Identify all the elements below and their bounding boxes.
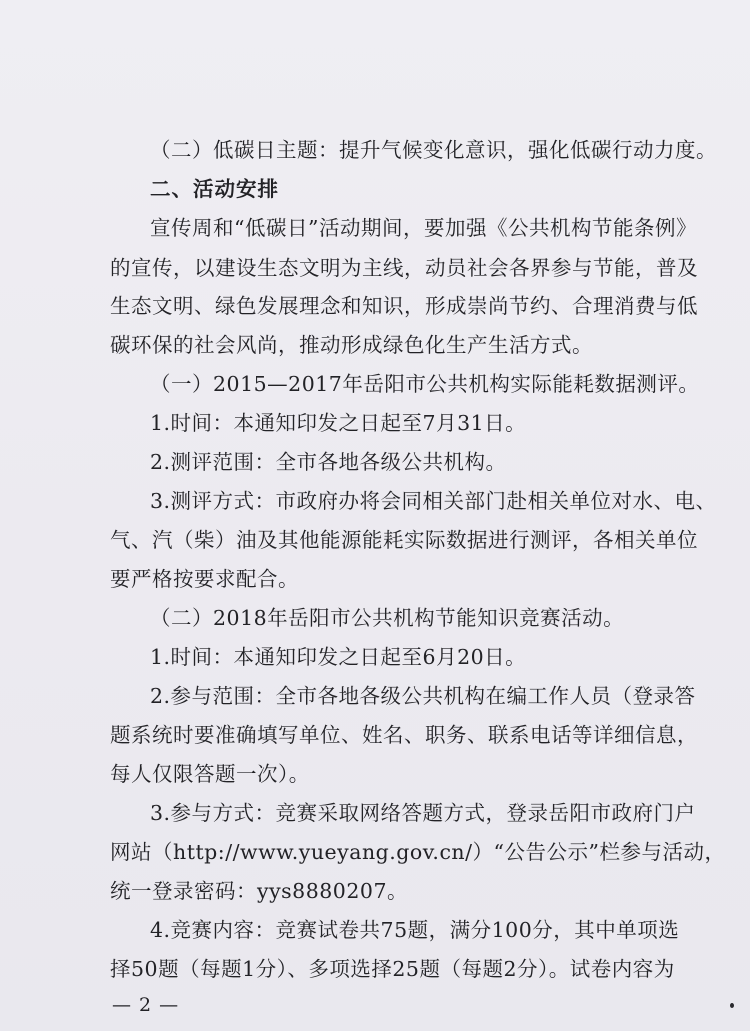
paragraph-line: 题系统时要准确填写单位、姓名、职务、联系电话等详细信息，: [110, 723, 698, 747]
list-item-evaluation-scope: 2.测评范围：全市各地各级公共机构。: [150, 450, 507, 474]
section-heading-activity-arrangement: 二、活动安排: [150, 177, 279, 201]
paragraph-line-website: 网站（http://www.yueyang.gov.cn/）“公告公示”栏参与活动，: [110, 840, 726, 864]
paragraph-line: 宣传周和“低碳日”活动期间，要加强《公共机构节能条例》: [150, 216, 697, 240]
page-number: — 2 —: [112, 994, 180, 1016]
scan-speck: [730, 1003, 734, 1008]
subsection-low-carbon-day-theme: （二）低碳日主题：提升气候变化意识，强化低碳行动力度。: [150, 138, 717, 162]
paragraph-line-password: 统一登录密码：yys8880207。: [110, 879, 408, 903]
paragraph-line: 气、汽（柴）油及其他能源能耗实际数据进行测评，各相关单位: [110, 528, 698, 552]
paragraph-line: 每人仅限答题一次）。: [110, 762, 310, 786]
paragraph-line: 择50题（每题1分）、多项选择25题（每题2分）。试卷内容为: [110, 957, 675, 981]
subsection-energy-data-evaluation: （一）2015—2017年岳阳市公共机构实际能耗数据测评。: [150, 372, 700, 396]
paragraph-line: 生态文明、绿色发展理念和知识，形成崇尚节约、合理消费与低: [110, 294, 698, 318]
list-item-evaluation-method: 3.测评方式：市政府办将会同相关部门赴相关单位对水、电、: [150, 489, 717, 513]
list-item-participation-method: 3.参与方式：竞赛采取网络答题方式，登录岳阳市政府门户: [150, 801, 696, 825]
paragraph-line: 要严格按要求配合。: [110, 567, 299, 591]
paragraph-line: 的宣传，以建设生态文明为主线，动员社会各界参与节能，普及: [110, 256, 698, 280]
subsection-knowledge-contest: （二）2018年岳阳市公共机构节能知识竞赛活动。: [150, 606, 625, 630]
list-item-participation-scope: 2.参与范围：全市各地各级公共机构在编工作人员（登录答: [150, 684, 696, 708]
list-item-contest-content: 4.竞赛内容：竞赛试卷共75题，满分100分，其中单项选: [150, 918, 680, 942]
list-item-time: 1.时间：本通知印发之日起至7月31日。: [150, 411, 527, 435]
paragraph-line: 碳环保的社会风尚，推动形成绿色化生产生活方式。: [110, 333, 593, 357]
list-item-time: 1.时间：本通知印发之日起至6月20日。: [150, 645, 527, 669]
